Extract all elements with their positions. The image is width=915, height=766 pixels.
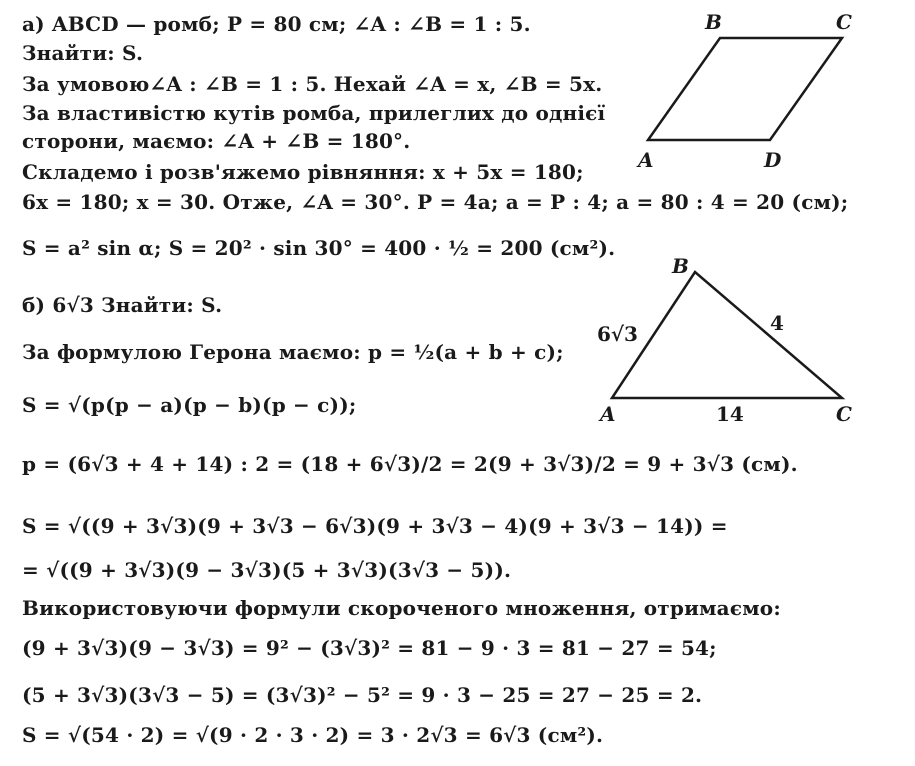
rhombus-shape xyxy=(648,38,842,140)
part-a-find: Знайти: S. xyxy=(22,41,144,65)
part-b-p-value: p = (6√3 + 4 + 14) : 2 = (18 + 6√3)/2 = 2(9 + 3√3)/2 = 9 + 3√3 (см). xyxy=(22,452,798,476)
rhombus-label-a: A xyxy=(638,148,654,172)
part-b-product-1: (9 + 3√3)(9 − 3√3) = 9² − (3√3)² = 81 − 9 · 3 = 81 − 27 = 54; xyxy=(22,636,717,660)
triangle-label-c: C xyxy=(836,402,852,426)
part-a-area-result: S = a² sin α; S = 20² · sin 30° = 400 · ½ = 200 (см²). xyxy=(22,236,616,260)
part-b-using: Використовуючи формули скороченого множення, отримаємо: xyxy=(22,596,781,620)
part-b-find: б) 6√3 Знайти: S. xyxy=(22,293,223,317)
part-b-product-2: (5 + 3√3)(3√3 − 5) = (3√3)² − 5² = 9 · 3 − 25 = 27 − 25 = 2. xyxy=(22,683,703,707)
triangle-side-ab: 6√3 xyxy=(597,322,638,346)
part-a-step-4: Складемо і розв'яжемо рівняння: x + 5x = 180; xyxy=(22,160,584,184)
part-a-step-1: За умовою∠A : ∠B = 1 : 5. Нехай ∠A = x, ∠B = 5x. xyxy=(22,72,603,96)
triangle-side-bc: 4 xyxy=(770,311,784,335)
part-b-heron-s: S = √(p(p − a)(p − b)(p − c)); xyxy=(22,393,357,417)
rhombus-label-c: C xyxy=(836,10,852,34)
triangle-side-ac: 14 xyxy=(716,402,744,426)
triangle-label-a: A xyxy=(600,402,616,426)
part-a-step-2: За властивістю кутів ромба, прилеглих до однієї xyxy=(22,101,606,125)
part-b-heron-p: За формулою Герона маємо: p = ½(a + b + c); xyxy=(22,340,564,364)
part-a-step-5: 6x = 180; x = 30. Отже, ∠A = 30°. P = 4a; a = P : 4; a = 80 : 4 = 20 (см); xyxy=(22,190,849,214)
part-b-s-expand-2: = √((9 + 3√3)(9 − 3√3)(5 + 3√3)(3√3 − 5)). xyxy=(22,558,512,582)
part-a-step-3: сторони, маємо: ∠A + ∠B = 180°. xyxy=(22,129,411,153)
rhombus-label-d: D xyxy=(764,148,782,172)
rhombus-label-b: B xyxy=(705,10,722,34)
triangle-shape xyxy=(612,272,842,398)
triangle-label-b: B xyxy=(672,254,689,278)
part-b-area-result: S = √(54 · 2) = √(9 · 2 · 3 · 2) = 3 · 2√3 = 6√3 (см²). xyxy=(22,723,604,747)
part-a-condition: а) ABCD — ромб; P = 80 см; ∠A : ∠B = 1 : 5. xyxy=(22,12,531,36)
part-b-s-expand-1: S = √((9 + 3√3)(9 + 3√3 − 6√3)(9 + 3√3 − 4)(9 + 3√3 − 14)) = xyxy=(22,514,728,538)
